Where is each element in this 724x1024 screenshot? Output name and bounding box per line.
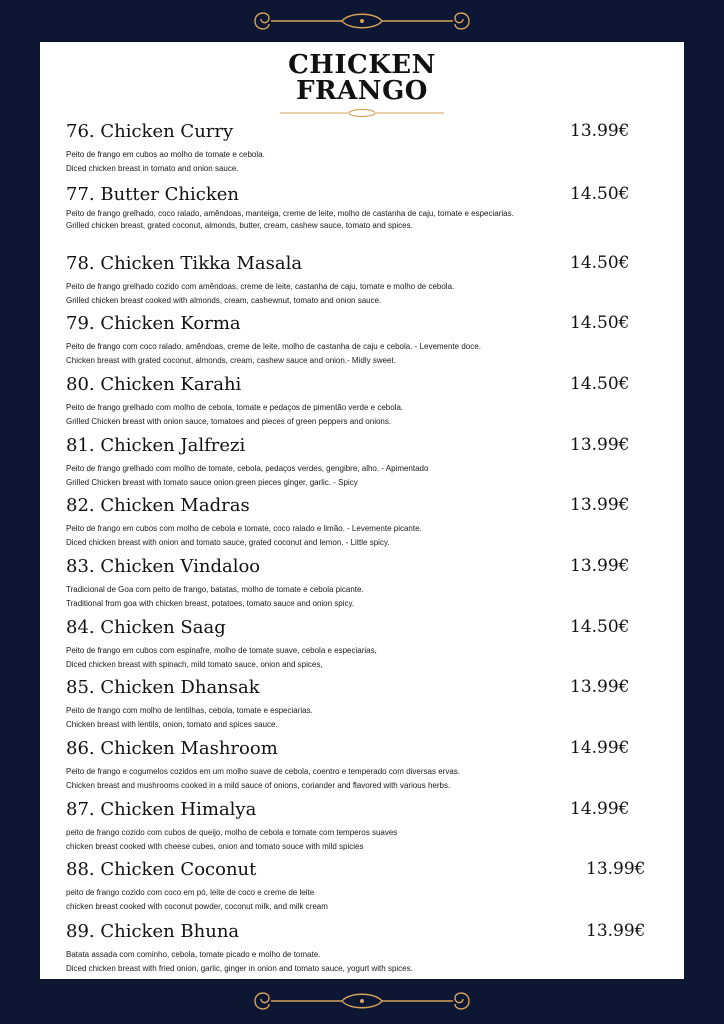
item-description: Peito de frango e cogumelos cozidos em um molho suave de cebola, coentro e temperado com diversas ervas. Chicken breast and mushrooms cooked in a mild sauce of onions, coriander and flavored with various herbs.	[66, 767, 460, 790]
item-name: 84. Chicken Saag	[66, 617, 226, 638]
menu-panel	[40, 42, 684, 979]
item-description: Peito de frango grelhado cozido com amêndoas, creme de leite, castanha de caju, tomate e molho de cebola. Grilled chicken breast cooked with almonds, cream, cashewnut, tomato and onion sauce.	[66, 282, 455, 305]
item-name: 80. Chicken Karahi	[66, 374, 242, 395]
item-description: Batata assada com cominho, cebola, tomate picado e molho de tomate. Diced chicken breast with fried onion, garlic, ginger in onion and tomato sauce, yogurt with spices.	[66, 950, 413, 973]
item-name: 89. Chicken Bhuna	[66, 921, 240, 942]
item-price: 14.50€	[570, 253, 630, 273]
item-description: Peito de frango em cubos com molho de cebola e tomate, coco ralado e limão. - Levemente picante. Diced chicken breast with onion and tomato sauce, grated coconut and lemon. - Little spicy.	[66, 524, 422, 547]
item-name: 82. Chicken Madras	[66, 495, 250, 516]
item-price: 13.99€	[570, 556, 630, 576]
top-ornament-icon	[247, 6, 477, 36]
item-name: 86. Chicken Mashroom	[66, 738, 278, 759]
item-price: 14.99€	[570, 799, 630, 819]
item-name: 83. Chicken Vindaloo	[66, 556, 261, 577]
item-name: 81. Chicken Jalfrezi	[66, 435, 246, 456]
item-price: 14.50€	[570, 617, 630, 637]
item-name: 88. Chicken Coconut	[66, 859, 257, 880]
item-price: 13.99€	[570, 121, 630, 141]
item-name: 77. Butter Chicken	[66, 184, 239, 205]
item-description: Peito de frango com molho de lentilhas, cebola, tomate e especiarias. Chicken breast with lentils, onion, tomato and spices sauce.	[66, 706, 313, 729]
item-price: 13.99€	[570, 495, 630, 515]
item-description: peito de frango cozido com cubos de queijo, molho de cebola e tomate com temperos suaves chicken breast cooked with cheese cubes, onion and tomato souce with mild spicies	[66, 828, 398, 851]
item-description: Peito de frango grelhado com molho de cebola, tomate e pedaços de pimentão verde e cebola. Grilled Chicken breast with onion sauce, tomatoes and pieces of green peppers and onions.	[66, 403, 404, 426]
item-price: 13.99€	[570, 677, 630, 697]
item-name: 76. Chicken Curry	[66, 121, 234, 142]
bottom-ornament-icon	[247, 986, 477, 1016]
item-description: Peito de frango em cubos ao molho de tomate e cebola. Diced chicken breast in tomato and onion sauce.	[66, 150, 265, 173]
item-description: Peito de frango com coco ralado, amêndoas, creme de leite, molho de castanha de caju e cebola. - Levemente doce. Chicken breast with grated coconut, almonds, cream, cashew sauce and onion.- Midly sweet.	[66, 342, 481, 365]
item-description: Peito de frango grelhado com molho de tomate, cebola, pedaços verdes, gengibre, alho. - Apimentado Grilled Chicken breast with tomato sauce onion green pieces ginger, garlic. - Spicy	[66, 464, 429, 487]
item-description: Peito de frango grelhado, coco ralado, amêndoas, manteiga, creme de leite, molho de castanha de caju, tomate e especiarias. Grilled chicken breast, grated coconut, almonds, butter, cream, cashew sauce, tomato and spices.	[66, 209, 514, 230]
item-description: Peito de frango em cubos com espinafre, molho de tomate suave, cebola e especiarias, Diced chicken breast with spinach, mild tomato sauce, onion and spices,	[66, 646, 377, 669]
page-title: CHICKEN	[288, 50, 436, 80]
item-name: 79. Chicken Korma	[66, 313, 241, 334]
item-price: 13.99€	[586, 921, 646, 941]
page-subtitle: FRANGO	[296, 76, 428, 106]
item-price: 14.50€	[570, 313, 630, 333]
item-price: 13.99€	[586, 859, 646, 879]
item-price: 14.99€	[570, 738, 630, 758]
item-price: 14.50€	[570, 184, 630, 204]
item-name: 85. Chicken Dhansak	[66, 677, 260, 698]
item-price: 13.99€	[570, 435, 630, 455]
item-price: 14.50€	[570, 374, 630, 394]
title-divider-icon	[280, 108, 444, 118]
item-name: 78. Chicken Tikka Masala	[66, 253, 303, 274]
item-description: peito de frango cozido com coco em pó, leite de coco e creme de leite chicken breast cooked with coconut powder, coconut milk, and milk cream	[66, 888, 328, 911]
item-description: Tradicional de Goa com peito de frango, batatas, molho de tomate e cebola picante. Traditional from goa with chicken breast, potatoes, tomato sauce and onion spicy.	[66, 585, 364, 608]
item-name: 87. Chicken Himalya	[66, 799, 257, 820]
